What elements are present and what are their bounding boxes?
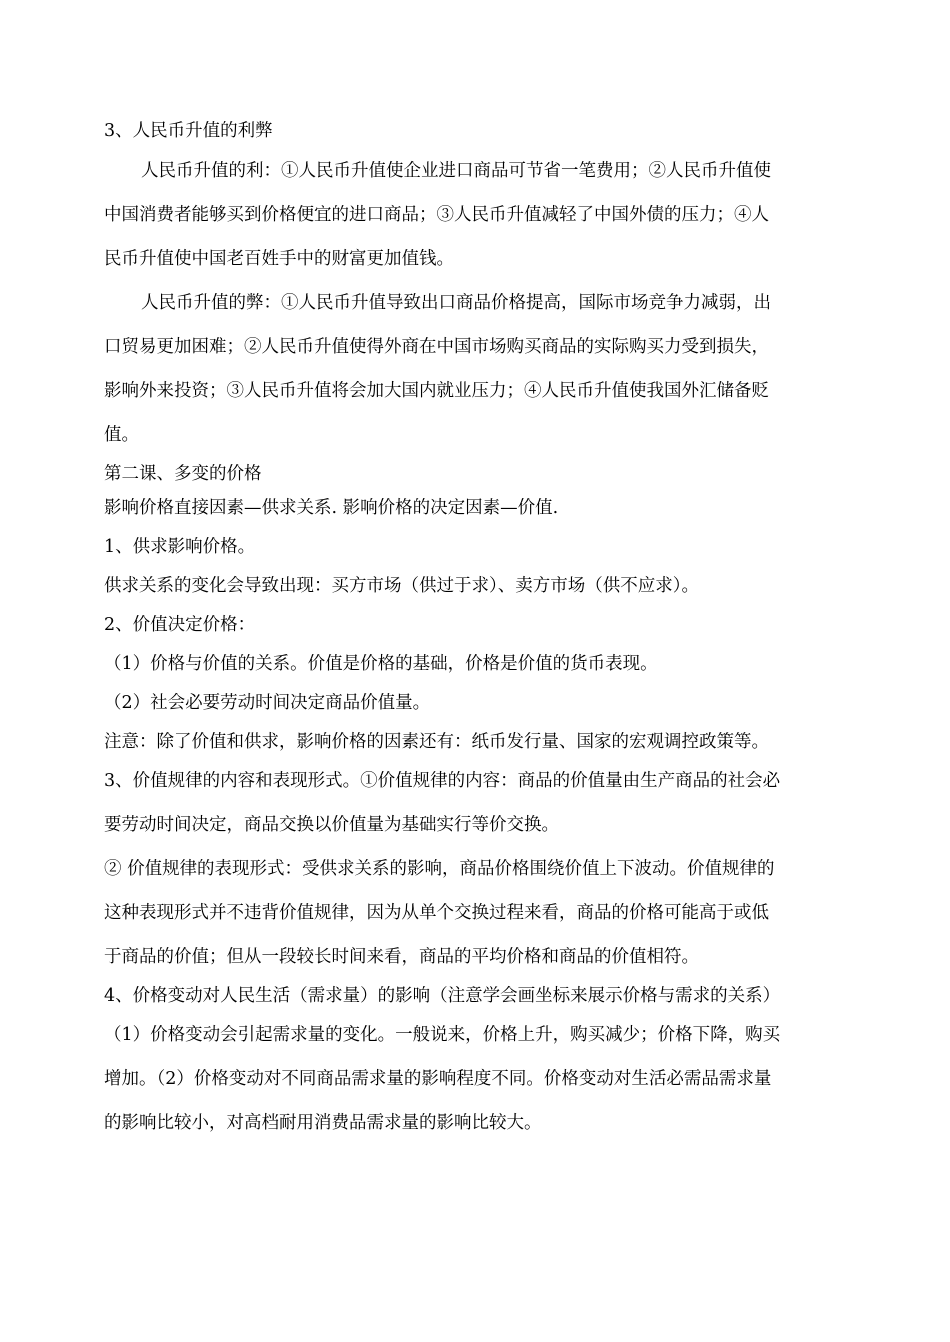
section-heading-rmb-appreciation: 3、人民币升值的利弊 [104,121,273,141]
paragraph-line: ② 价值规律的表现形式：受供求关系的影响，商品价格围绕价值上下波动。价值规律的 [104,859,775,879]
paragraph-line: 影响外来投资；③人民币升值将会加大国内就业压力；④人民币升值使我国外汇储备贬 [104,381,769,401]
paragraph-line: 人民币升值的利：①人民币升值使企业进口商品可节省一笔费用；②人民币升值使 [141,161,771,181]
paragraph-line: 值。 [104,425,139,445]
section-heading: 4、价格变动对人民生活（需求量）的影响（注意学会画坐标来展示价格与需求的关系） [104,986,781,1006]
paragraph-line: 民币升值使中国老百姓手中的财富更加值钱。 [104,249,454,269]
section-heading: 3、价值规律的内容和表现形式。①价值规律的内容：商品的价值量由生产商品的社会必 [104,771,781,791]
paragraph-line: 口贸易更加困难；②人民币升值使得外商在中国市场购买商品的实际购买力受到损失， [104,337,769,357]
paragraph-line: 影响价格直接因素—供求关系. 影响价格的决定因素—价值. [104,498,559,518]
paragraph-line: 增加。（2）价格变动对不同商品需求量的影响程度不同。价格变动对生活必需品需求量 [104,1069,772,1089]
paragraph-line: 的影响比较小，对高档耐用消费品需求量的影响比较大。 [104,1113,542,1133]
paragraph-line: 于商品的价值；但从一段较长时间来看，商品的平均价格和商品的价值相符。 [104,947,699,967]
paragraph-line: 供求关系的变化会导致出现：买方市场（供过于求）、卖方市场（供不应求）。 [104,576,699,596]
paragraph-line: （2）社会必要劳动时间决定商品价值量。 [104,693,431,713]
paragraph-line: （1）价格变动会引起需求量的变化。一般说来，价格上升，购买减少；价格下降，购买 [104,1025,781,1045]
paragraph-line: 要劳动时间决定，商品交换以价值量为基础实行等价交换。 [104,815,559,835]
note-line: 注意：除了价值和供求，影响价格的因素还有：纸币发行量、国家的宏观调控政策等。 [104,732,769,752]
section-heading: 2、价值决定价格： [104,615,256,635]
document-body [104,113,850,1145]
paragraph-line: （1）价格与价值的关系。价值是价格的基础，价格是价值的货币表现。 [104,654,658,674]
lesson-heading: 第二课、多变的价格 [104,464,262,484]
paragraph-line: 中国消费者能够买到价格便宜的进口商品；③人民币升值减轻了中国外债的压力；④人 [104,205,769,225]
paragraph-line: 这种表现形式并不违背价值规律，因为从单个交换过程来看，商品的价格可能高于或低 [104,903,769,923]
paragraph-line: 人民币升值的弊：①人民币升值导致出口商品价格提高，国际市场竞争力减弱，出 [141,293,771,313]
section-heading: 1、供求影响价格。 [104,537,256,557]
